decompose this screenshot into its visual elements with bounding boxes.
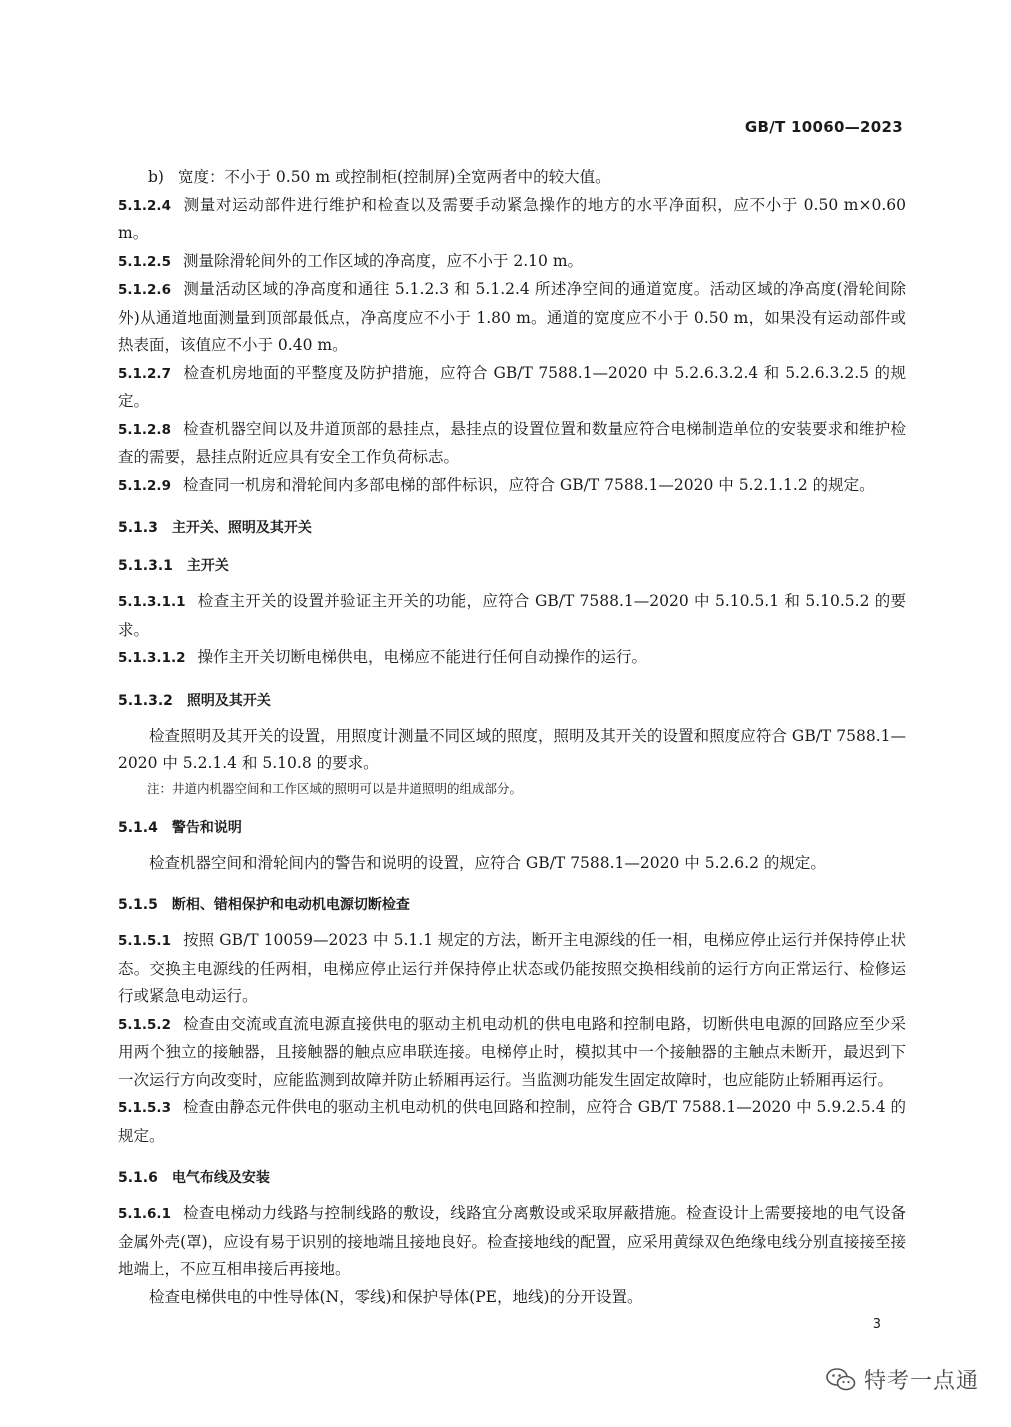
section-heading — [118, 818, 906, 838]
clause-number: 5.1.2.7 — [118, 365, 171, 382]
section-title: 主开关 — [186, 558, 229, 574]
numbered-clause — [118, 1200, 906, 1284]
section-heading — [118, 518, 906, 538]
document-body — [118, 164, 906, 1311]
list-item — [118, 164, 906, 192]
clause-number: 5.1.2.5 — [118, 253, 171, 270]
clause-number: 5.1.5.2 — [118, 1016, 171, 1033]
clause-number: 5.1.5.3 — [118, 1100, 171, 1116]
clause-number: 5.1.2.6 — [118, 282, 171, 298]
section-number: 5.1.5 — [118, 897, 158, 913]
watermark-text: 特考一点通 — [863, 1369, 979, 1394]
section-heading — [118, 895, 906, 915]
list-item-label: b) — [148, 168, 164, 186]
numbered-clause — [118, 644, 906, 673]
section-number: 5.1.3 — [118, 520, 158, 536]
numbered-clause — [118, 360, 906, 416]
numbered-clause — [118, 248, 906, 277]
section-number: 5.1.3.2 — [118, 692, 173, 709]
clause-number: 5.1.5.1 — [118, 933, 171, 949]
numbered-clause — [118, 1011, 906, 1095]
section-title: 断相、错相保护和电动机电源切断检查 — [171, 897, 410, 913]
numbered-clause — [118, 927, 906, 1011]
clause-text: 测量除滑轮间外的工作区域的净高度，应不小于 2.10 m。 — [182, 251, 584, 270]
clause-text: 测量活动区域的净高度和通往 5.1.2.3 和 5.1.2.4 所述净空间的通道宽度。活动区域的净高度(滑轮间除外)从通道地面测量到顶部最低点，净高度应不小于 1.80 m。通道的宽度应不小于 0.50 m，如果没有运动部件或热表面，该值应不小于 0.40 m。 — [118, 280, 906, 354]
numbered-clause — [118, 416, 906, 472]
clause-text: 按照 GB/T 10059—2023 中 5.1.1 规定的方法，断开主电源线的任一相，电梯应停止运行并保持停止状态。交换主电源线的任两相，电梯应停止运行并保持停止状态或仍能按照交换相线前的运行方向正常运行、检修运行或紧急电动运行。 — [118, 931, 906, 1005]
clause-number: 5.1.2.8 — [118, 421, 171, 438]
clause-text: 检查主开关的设置并验证主开关的功能，应符合 GB/T 7588.1—2020 中 5.10.5.1 和 5.10.5.2 的要求。 — [118, 592, 906, 639]
clause-text: 测量对运动部件进行维护和检查以及需要手动紧急操作的地方的水平净面积，应不小于 0.50 m×0.60 m。 — [118, 195, 906, 242]
section-title: 照明及其开关 — [186, 692, 271, 709]
numbered-clause — [118, 1094, 906, 1150]
clause-text: 检查同一机房和滑轮间内多部电梯的部件标识，应符合 GB/T 7588.1—2020 中 5.2.1.1.2 的规定。 — [182, 475, 875, 494]
section-number: 5.1.3.1 — [118, 558, 173, 574]
wechat-icon — [826, 1367, 856, 1393]
section-title: 警告和说明 — [171, 819, 242, 836]
clause-number: 5.1.2.9 — [118, 477, 171, 494]
section-title: 主开关、照明及其开关 — [171, 520, 312, 536]
note: 注：井道内机器空间和工作区域的照明可以是井道照明的组成部分。 — [147, 780, 523, 796]
watermark — [826, 1364, 979, 1395]
page-number: 3 — [872, 1317, 881, 1332]
section-title: 电气布线及安装 — [171, 1170, 270, 1186]
clause-text: 检查机房地面的平整度及防护措施，应符合 GB/T 7588.1—2020 中 5.2.6.3.2.4 和 5.2.6.3.2.5 的规定。 — [118, 363, 906, 410]
section-heading — [118, 556, 906, 576]
paragraph: 检查照明及其开关的设置，用照度计测量不同区域的照度，照明及其开关的设置和照度应符合 GB/T 7588.1—2020 中 5.2.1.4 和 5.10.8 的要求。 — [118, 726, 906, 772]
clause-number: 5.1.6.1 — [118, 1206, 171, 1222]
clause-number: 5.1.2.4 — [118, 197, 171, 214]
paragraph: 检查机器空间和滑轮间内的警告和说明的设置，应符合 GB/T 7588.1—2020 中 5.2.6.2 的规定。 — [149, 853, 826, 872]
paragraph: 检查电梯供电的中性导体(N，零线)和保护导体(PE，地线)的分开设置。 — [149, 1287, 643, 1306]
section-heading — [118, 1168, 906, 1188]
clause-number: 5.1.3.1.2 — [118, 650, 186, 666]
section-heading — [118, 691, 906, 711]
list-item-text: 宽度：不小于 0.50 m 或控制柜(控制屏)全宽两者中的较大值。 — [177, 168, 611, 186]
clause-text: 检查电梯动力线路与控制线路的敷设，线路宜分离敷设或采取屏蔽措施。检查设计上需要接地的电气设备金属外壳(罩)，应设有易于识别的接地端且接地良好。检查接地线的配置，应采用黄绿双色绝缘电线分别直接接至接地端上，不应互相串接后再接地。 — [118, 1204, 906, 1278]
clause-text: 操作主开关切断电梯供电，电梯应不能进行任何自动操作的运行。 — [197, 648, 647, 666]
clause-text: 检查机器空间以及井道顶部的悬挂点，悬挂点的设置位置和数量应符合电梯制造单位的安装要求和维护检查的需要，悬挂点附近应具有安全工作负荷标志。 — [118, 419, 906, 466]
clause-number: 5.1.3.1.1 — [118, 594, 186, 610]
section-number: 5.1.4 — [118, 819, 158, 836]
numbered-clause — [118, 276, 906, 360]
clause-text: 检查由交流或直流电源直接供电的驱动主机电动机的供电电路和控制电路，切断供电电源的回路应至少采用两个独立的接触器，且接触器的触点应串联连接。电梯停止时，模拟其中一个接触器的主触点未断开，最迟到下一次运行方向改变时，应能监测到故障并防止轿厢再运行。当监测功能发生固定故障时，也应能防止轿厢再运行。 — [118, 1014, 906, 1089]
standard-code: GB/T 10060—2023 — [744, 118, 903, 136]
section-number: 5.1.6 — [118, 1170, 158, 1186]
numbered-clause — [118, 588, 906, 644]
numbered-clause — [118, 472, 906, 501]
clause-text: 检查由静态元件供电的驱动主机电动机的供电回路和控制，应符合 GB/T 7588.1—2020 中 5.9.2.5.4 的规定。 — [118, 1098, 906, 1145]
numbered-clause — [118, 192, 906, 248]
